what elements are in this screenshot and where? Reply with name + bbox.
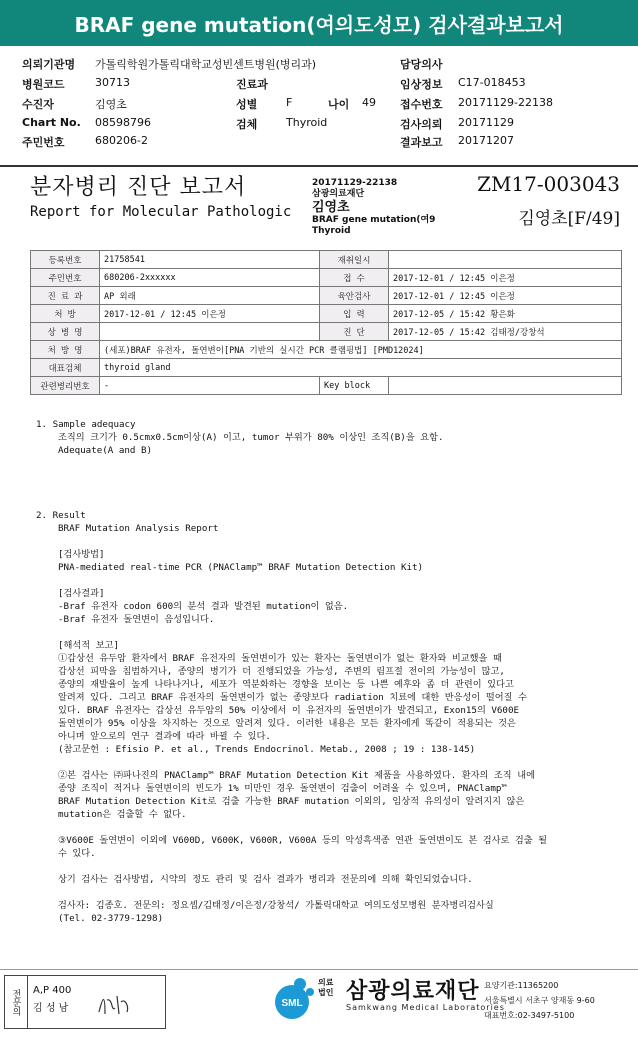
table-row <box>31 269 622 287</box>
paragraph-line: ②본 검사는 ㈜파나진의 PNAClamp™ BRAF Mutation Detection Kit 제품을 사용하였다. 환자의 조직 내에 <box>58 770 535 781</box>
doctor-label: 담당의사 <box>400 58 443 71</box>
clinical-label: 임상정보 <box>400 78 443 91</box>
table-cell: 대표검체 <box>31 359 100 377</box>
paragraph-line: Adequate(A and B) <box>58 445 153 456</box>
result-label: 결과보고 <box>400 136 443 149</box>
age-value: 49 <box>362 96 376 109</box>
report-id: ZM17-003043 <box>477 172 620 196</box>
signature-side-label: 전문의 <box>5 976 28 1028</box>
org-phone: 대표번호:02-3497-5100 <box>484 1011 575 1020</box>
paragraph-line: BRAF Mutation Analysis Report <box>58 523 219 534</box>
paragraph-line: 조직의 크기가 0.5cmx0.5cm이상(A) 이고, tumor 부위가 80% 이상인 조직(B)을 요함. <box>58 432 444 443</box>
table-cell <box>100 323 320 341</box>
table-cell <box>389 251 622 269</box>
paragraph-line: 알려져 있다. 그리고 BRAF 유전자의 돌연변이가 없는 종양보다 radiation 치료에 대한 반응성이 떨어질 수 <box>58 692 527 703</box>
report-title-korean: 분자병리 진단 보고서 <box>30 175 247 200</box>
request-header <box>0 50 638 162</box>
dept-label: 진료과 <box>236 78 268 91</box>
footer-divider <box>0 969 638 970</box>
paragraph-line: 종양 조직이 적거나 돌연변이의 빈도가 1% 미만인 경우 돌연변이 검출이 어려울 수 있으며, PNAClamp™ <box>58 783 507 794</box>
report-patient-name: 김영초[F/49] <box>518 209 620 229</box>
request-value: 20171129 <box>458 116 514 129</box>
table-cell: 처 방 명 <box>31 341 100 359</box>
sticker-specimen: Thyroid <box>312 226 351 236</box>
table-row <box>31 377 622 395</box>
request-label: 검사의뢰 <box>400 118 443 131</box>
report-title-bar <box>0 0 638 46</box>
paragraph-line: PNA-mediated real-time PCR (PNAClamp™ BRAF Mutation Detection Kit) <box>58 562 424 573</box>
paragraph-line: 갑상선 피막을 침범하거나, 종양의 병기가 더 진행되었을 가능성, 주변의 림프절 전이의 가능성이 많고, <box>58 666 505 677</box>
table-cell: 21758541 <box>100 251 320 269</box>
institution-label: 의뢰기관명 <box>22 58 76 71</box>
sticker-number: 20171129-22138 <box>312 178 398 188</box>
paragraph-line: mutation은 검출할 수 없다. <box>58 809 187 820</box>
patient-info-table <box>30 250 622 395</box>
paragraph-line: 수 있다. <box>58 848 96 859</box>
ap-code: A,P 400 <box>33 985 72 996</box>
sticker-name: 김영초 <box>312 200 350 215</box>
paragraph-line: 돌연변이가 95% 이상을 차지하는 것으로 알려져 있다. 이러한 내용은 모든 환자에게 똑같이 적용되는 것은 <box>58 718 516 729</box>
patient-value: 김영초 <box>95 98 127 111</box>
clinical-value: C17-018453 <box>458 76 526 89</box>
paragraph-line: (참고문헌 : Efisio P. et al., Trends Endocrinol. Metab., 2008 ; 19 : 138-145) <box>58 744 476 755</box>
method-heading: [검사방법] <box>58 549 105 560</box>
id-value: 680206-2 <box>95 134 148 147</box>
report-title-english: Report for Molecular Pathologic <box>30 204 292 220</box>
table-cell: 접 수 <box>320 269 389 287</box>
specimen-value: Thyroid <box>286 116 328 129</box>
paragraph-line: (Tel. 02-3779-1298) <box>58 913 164 924</box>
table-cell: 육안검사 <box>320 287 389 305</box>
interpretation-heading: [해석적 보고] <box>58 640 119 651</box>
signature-mark <box>93 990 133 1020</box>
sex-label: 성별 <box>236 98 258 111</box>
table-cell: 2017-12-05 / 15:42 황은화 <box>389 305 622 323</box>
result-value: 20171207 <box>458 134 514 147</box>
sml-logo-icon <box>270 976 316 1022</box>
institution-value: 가톨릭학원가톨릭대학교성빈센트병원(병리과) <box>95 58 317 71</box>
org-type: 의료 법인 <box>318 978 334 997</box>
result-heading: [검사결과] <box>58 588 105 599</box>
table-cell: 2017-12-05 / 15:42 김태정/강창석 <box>389 323 622 341</box>
table-cell: 2017-12-01 / 12:45 이은정 <box>389 269 622 287</box>
logo-text: SML <box>281 998 303 1009</box>
id-label: 주민번호 <box>22 136 65 149</box>
patient-label: 수진자 <box>22 98 54 111</box>
table-row <box>31 251 622 269</box>
age-label: 나이 <box>328 98 350 111</box>
chart-value: 08598796 <box>95 116 151 129</box>
paragraph-line: -Braf 유전자 돌연변이 음성입니다. <box>58 614 215 625</box>
table-cell: 관련병리번호 <box>31 377 100 395</box>
sticker-org: 삼광의료재단 <box>312 189 365 199</box>
table-row <box>31 359 622 377</box>
hospital-code-value: 30713 <box>95 76 130 89</box>
sex-value: F <box>286 96 293 109</box>
paragraph-line: ①갑상선 유두암 환자에서 BRAF 유전자의 돌연변이가 있는 환자는 돌연변이가 없는 환자와 비교했을 때 <box>58 653 502 664</box>
table-row <box>31 323 622 341</box>
org-code: 요양기관:11365200 <box>484 981 559 990</box>
report-body <box>36 418 616 925</box>
table-cell: 주민번호 <box>31 269 100 287</box>
table-row <box>31 305 622 323</box>
table-cell: AP 외래 <box>100 287 320 305</box>
signer-name: 김 성 남 <box>33 1003 69 1014</box>
org-contact <box>484 978 595 1023</box>
paragraph-line: ③V600E 돌연변이 이외에 V600D, V600K, V600R, V600A 등의 악성흑색종 연관 돌연변이도 본 검사로 검출 될 <box>58 835 548 846</box>
table-cell: 진 료 과 <box>31 287 100 305</box>
org-name: 삼광의료재단 <box>346 979 480 1004</box>
sticker-test: BRAF gene mutation(여9 <box>312 215 436 225</box>
section-heading: 1. Sample adequacy <box>36 419 136 430</box>
receipt-value: 20171129-22138 <box>458 96 553 109</box>
chart-label: Chart No. <box>22 116 81 129</box>
table-cell: thyroid gland <box>100 359 622 377</box>
specimen-label: 검체 <box>236 118 258 131</box>
org-address: 서울특별시 서초구 양재동 9-60 <box>484 996 595 1005</box>
table-cell: 재취일시 <box>320 251 389 269</box>
table-cell: 진 단 <box>320 323 389 341</box>
table-cell: 처 방 <box>31 305 100 323</box>
table-cell: 입 력 <box>320 305 389 323</box>
report-title: BRAF gene mutation(여의도성모) 검사결과보고서 <box>74 12 564 37</box>
table-cell: 680206-2xxxxxx <box>100 269 320 287</box>
receipt-label: 접수번호 <box>400 98 443 111</box>
table-cell: 2017-12-01 / 12:45 이은정 <box>100 305 320 323</box>
table-cell: 상 병 명 <box>31 323 100 341</box>
paragraph-line: 있다. BRAF 유전자는 갑상선 유두암의 50% 이상에서 이 유전자의 돌연변이가 발견되고, Exon15의 V600E <box>58 705 520 716</box>
header-divider <box>0 165 638 167</box>
paragraph-line: 종양의 재발율이 높게 나타나거나, 세포가 역분화하는 경향을 보이는 등 나쁜 예후와 좀 더 관련이 있다고 <box>58 679 514 690</box>
table-cell: - <box>100 377 320 395</box>
table-row <box>31 341 622 359</box>
paragraph-line: BRAF Mutation Detection Kit로 검출 가능한 BRAF mutation 이외의, 임상적 유의성이 알려지지 않은 <box>58 796 525 807</box>
org-name-english: Samkwang Medical Laboratories <box>346 1003 505 1012</box>
specimen-label-sticker <box>312 178 448 242</box>
signature-box <box>4 975 166 1029</box>
paragraph-line: -Braf 유전자 codon 600의 분석 결과 발견된 mutation이 없음. <box>58 601 349 612</box>
table-cell <box>389 377 622 395</box>
table-cell: Key block <box>320 377 389 395</box>
table-cell: 등록번호 <box>31 251 100 269</box>
hospital-code-label: 병원코드 <box>22 78 65 91</box>
table-row <box>31 287 622 305</box>
paragraph-line: 상기 검사는 검사방법, 시약의 정도 관리 및 검사 결과가 병리과 전문의에 의해 확인되었습니다. <box>58 874 473 885</box>
table-cell: 2017-12-01 / 12:45 이은정 <box>389 287 622 305</box>
section-heading: 2. Result <box>36 510 86 521</box>
paragraph-line: 아니며 앞으로의 연구 결과에 따라 바뀔 수 있다. <box>58 731 271 742</box>
paragraph-line: 검사자: 김종호. 전문의: 정요셉/김태정/이은정/강창석/ 가톨릭대학교 여의도성모병원 분자병리검사실 <box>58 900 494 911</box>
table-cell: (세포)BRAF 유전자, 돌연변이[PNA 기반의 실시간 PCR 클램핑법] [PMD12024] <box>100 341 622 359</box>
